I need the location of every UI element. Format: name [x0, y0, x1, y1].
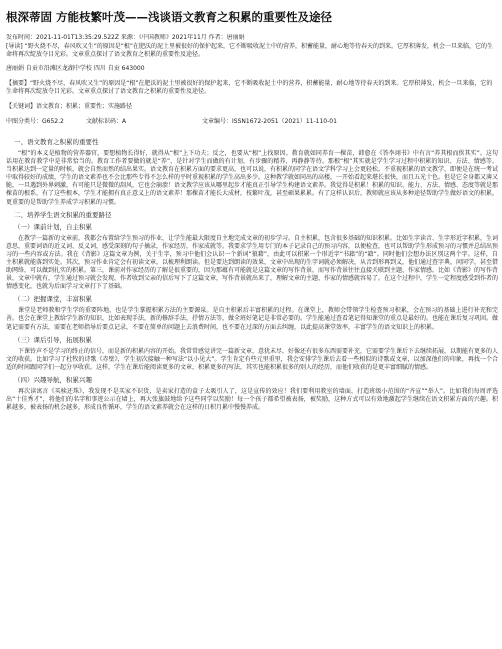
classification-line — [6, 118, 498, 126]
subsection-heading-3: （三）课后引导，拓展积累 — [14, 335, 92, 344]
subsection-3-paragraph: 下课铃声不是学习的终止的信号，而是新的积累内容的开始。我常常感觉讲完一篇新文章，意犹未尽，好像还有很多东西需要补充，它需要学生课后下去继续拓展，以期能有更多的人文的收获。比如学习了杜牧的诗歌《赤壁》，学生初次接触一种写法“以小见大”。学生肯定有些元里重里，我会安排学生课后去看一些相似的诗歌或文章，以加深他们的印象，再找一个合适的时间跟同学们一起分享收获。这样，学生在课后能阅读更多的文章，积累更多的写法，其实也能积累很多的别人的经历，而他们收获的是更丰富细腻的情感。 — [6, 347, 499, 371]
article-title: 根深蒂固 方能枝繁叶茂——浅谈语文教育之积累的重要性及途径 — [6, 10, 333, 24]
author-affiliation: 唐丽娟 自贡市沿滩区龙湖中学校 四川 自贡 643000 — [6, 65, 145, 72]
clc-number: 中图分类号：G652.2 — [6, 118, 64, 125]
section-heading-2: 二、培养学生语文积累的重要路径 — [14, 210, 112, 219]
publish-meta: 发布时间：2021-11-01T13:35:29.522Z 来源：《中国教师》2021年11月 作者：唐丽娟 — [6, 34, 245, 41]
subsection-1-paragraph: 在教学一篇新的文章前，我都会布置给学生预习的作业，让学生能最大限度自主地完成文章的初步学习。自主积累，包含很多基础的知识积累。比如生字读音、生字形近字积累，生词意思，重要词语的近义词、反义词，感受深刻的句子摘录，作家经历，作家成就等。我要求学生用专门的本子记录自己的预习内容，以便检查，也可以帮助学生形成预习的习惯并总结出预习的一些内容或方法。我在《背影》这篇文章为例，关于生字，预习中他们会认识一个新词“狼藉”，由此可以积累一个形近字“书籍”的“籍”。同时他们会想办法区别这两个字。这样，自主积累就能落到实处。其次，预习作业肯定会有初读文章，以梳理利朗读。但是要达到朗读的效果，文章中出现的生字词就必须解决，从音到形再到义，他们通过查字典，问同学，甚至借助网络，可以做到扎实的积累。第三，课前对作家经历的了解是很重要的，因为那蕴有可能就是这篇文章的写作背景，而写作背景往往直接关联到主题、作家情感。比如《背影》的写作背景，文章中就有，学生通过预习就会发现，作者收到父亲的信后写下了这篇文章，写作背景就出来了，理解文章的主题、作家的情感就容易了。在这个过程中，学生一定程度感受到作者的情感变化，也就为后面学习文章打下了基础。 — [6, 234, 499, 291]
subsection-4-paragraph: 再次读寓言《买椟还珠》，我发现不是买家不识货，是卖家打造的盒子太吸引人了，这是宣传的效应！我们要利用教室的墙面，打造班级小范围的“齐宣”“举人”。比如我们每周评选出“十佳秀才”，将他们的名字和事迹公示在墙上，再大张旗鼓地给予这些同学以奖励！每一个孩子都希望被表扬，被奖励，这种方式可以有效地激起学生继续在语文积累方面的兴趣。积累越多，被表扬的机会越多，形成良性循环，学生的语文素养就会在这样的日积月累中慢慢养成。 — [6, 387, 498, 412]
keywords: 【关键词】语文教育；积累；重要性；实施路径 — [6, 103, 133, 110]
document-code: 文献标识码：A — [86, 118, 127, 125]
guide-summary: [导读] “野火烧不尽，春风吹又生”的原因是“根”在肥沃的泥土里被很好的保护起来，它不断吸收泥土中的营养，积蓄能量，耐心地等待春天的到来。它厚积薄发，机会一旦来临，它的生命将再次绽放夺目光彩。文章重点探讨了语文教育之积累的重要性及途径。 — [6, 43, 494, 58]
article-number: 文章编号：ISSN1672-2051（2021）11-110-01 — [202, 118, 337, 125]
subsection-heading-4: （四）兴趣导航，积累兴趣 — [14, 375, 92, 384]
section-1-paragraph: “根”的本义是植物的营养器官，要想植物长得好，就得从“根”上下功夫；反之，也要从“根”上找原因。教育就如同养育一棵苗，韩愈在《答李翊书》中有言“养其根而俟其实”。这句话用在教育教学中是非常恰当的。教育工作者要做的就是“养”，是针对学生而做的有计划、有步骤的精养，再静静等待。那根“根”其实就是学生学习过程中积累的知识、方法、情感等。当积累达到一定量的时候，就会自然而然的结出果实。语文教育在积累方面的要求更高，也可以说，有积累的同学在语文学科学习上会更轻松。不重视积累的语文教学，即便是在统一考试中取得较好的成绩，学生的语文素养也不会比那些专得不怎么样的平时重视积累的学生高出多少。这种教学就如同出的高楼，一开始看起来堪长很快，而且五光十色。但是它全身都又薄又脆，一旦遇到外界刺激，有可能只是微微的刮风，它也会崩溃！语文教学应该从哪里起步才能真正引导学生构建语文素养。我觉得是积累！积累的知识、能力、方法、情感、态度等就是那棵苗的根系，有了这些根本，学生才能拥有真正意义上的语文素养！那棵苗才能长大成材，枝繁叶茂，甚至硕果累累。有了这样认识后，教师就应该从多种途径帮助学生做好语文的积累，更重要的是帮助学生养成学习积累的习惯。 — [6, 150, 499, 206]
abstract: 【摘要】“野火烧不尽，春风吹又生”的原因是“根”在肥沃的泥土里被很好的保护起来，它不断吸收泥土中的营养，积蓄能量，耐心地等待春天的到来。它厚积薄发，机会一旦来临，它的生命将再次绽放夺目光彩。文章重点探讨了语文教育之积累的重要性及途径。 — [6, 80, 493, 95]
subsection-heading-2: （二）把握课堂，丰富积累 — [14, 295, 92, 304]
section-heading-1: 一、语文教育之积累的重要性 — [14, 138, 99, 146]
subsection-2-paragraph: 课堂是老师教和学生学的重要阵地，也是学生掌握积累方法的主要源泉。是自主积累后丰富积累的过程。在课堂上，教师会带领学生检查预习积累，会在预习的基础上进行补充和完善。也会在课堂上教给学生新的知识，比如表现手法，新的修辞手法，抒情方法等，做全班好笔记是非常必要的。学生能通过查看笔记得知课堂的重点是最好的。也能在课后复习巩固。做笔记需要有方法，需要在老师指导后要点记录，不要在简单的问题上去浪费时间，也不要在过深的方面去纠缠，以此提高课堂效率，丰富学生的语文知识上的积累。 — [6, 307, 499, 331]
subsection-heading-1: （一）课前计划，自主积累 — [14, 222, 92, 231]
